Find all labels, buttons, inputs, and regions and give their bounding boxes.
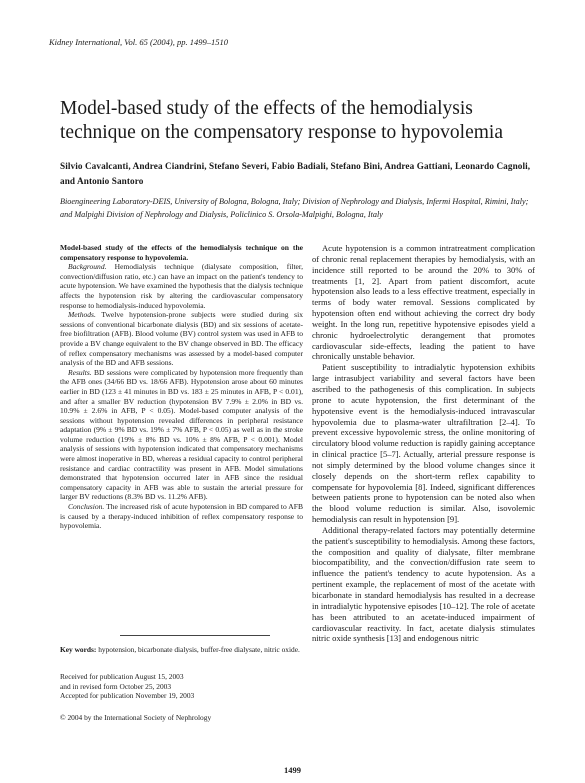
abstract-background (60, 262, 303, 310)
received-date: Received for publication August 15, 2003 (60, 672, 184, 681)
page-number: 1499 (284, 765, 301, 775)
methods-label: Methods. (68, 310, 96, 320)
revised-date: and in revised form October 25, 2003 (60, 681, 172, 691)
conclusion-text: The increased risk of acute hypotension in BD compared to AFB is caused by a therapy-induced inhibition of reflex compensatory response to hypovolemia. (60, 502, 303, 531)
abstract (60, 243, 303, 531)
keywords (60, 645, 303, 655)
journal-citation: Kidney International, Vol. 65 (2004), pp. 1499–1510 (49, 37, 228, 47)
body-paragraph-1: Acute hypotension is a common intratreatment complication of chronic renal replacement therapies by hemodialysis, with an incidence still reported to be around the 20% to 30% of treatments [1, 2]. Apart from patient discomfort, acute hypotension also leads to a less effective treatment, especially in terms of body water removal. Sessions complicated by hypotension often end without achieving the correct dry body weight. In the long run, repetitive hypotensive episodes yield a chronic hydroelectrolytic derangement that promotes cardiovascular side-effects, leading the patient to have chronically unstable behavior. (312, 243, 535, 362)
body-paragraph-3: Additional therapy-related factors may potentially determine the patient's susceptibility to hemodialysis. Among these factors, the composition and quality of dialysate, filter membrane biocompatibility, and the convection/diffusion rate seem to influence the patient's tendency to acute hypotension. As a pertinent example, the replacement of most of the acetate with bicarbonate in standard hemodialysis has resulted in a decrease in intradialytic hypotensive episodes [10–12]. The role of acetate has been attributed to an acetate-induced impairment of cardiovascular reactivity. In fact, acetate dialysis stimulates nitric oxide synthesis [13] and endogenous nitric (312, 524, 535, 644)
results-text: BD sessions were complicated by hypotension more frequently than the AFB ones (34/66 BD vs. 18/66 AFB). Hypotension arose about 60 minutes earlier in BD (123 ± 41 minutes in BD vs. 183 ± 25 minutes in AFB, P < 0.01), and after a smaller BV reduction (hypotension BV 7.9% ± 2.0% in BD vs. 10.9% ± 2.6% in AFB, P < 0.05). Model-based computer analysis of the sessions without hypotension revealed differences in peripheral resistance adaptation (9% ± 9% BD vs. 19% ± 7% AFB, P < 0.05) as well as in the stroke volume reduction (19% ± 8% BD vs. 10% ± 8% AFB, P < 0.001). Model analysis of sessions with hypotension indicated that compensatory mechanisms were almost inoperative in BD, whereas a residual capacity to control peripheral resistance and cardiac contractility was present in AFB. Model simulations demonstrated that hypotension occurred later in AFB since the residual compensatory capacity in AFB was able to sustain the arterial pressure for larger BV reductions (8.3% BD vs. 11.2% AFB). (60, 367, 303, 502)
article-title: Model-based study of the effects of the hemodialysis technique on the compensatory response to hypovolemia (60, 98, 503, 143)
abstract-conclusion (60, 502, 303, 531)
methods-text: Twelve hypotension-prone subjects were studied during six sessions of conventional bicarbonate dialysis (BD) and six sessions of acetate-free biofiltration (AFB). Blood volume (BV) control system was used in AFB to provide a BV change equivalent to the BV change observed in BD. The efficacy of reflex compensatory mechanisms was assessed by a model-based computer analysis of the BD and AFB sessions. (60, 310, 303, 368)
conclusion-label: Conclusion. (68, 502, 105, 512)
publication-dates (60, 672, 303, 701)
abstract-title: Model-based study of the effects of the hemodialysis technique on the compensatory response to hypovolemia. (60, 243, 303, 262)
results-label: Results. (68, 367, 92, 377)
background-label: Background. (68, 262, 107, 272)
body-text (312, 243, 535, 644)
keywords-label: Key words: (60, 645, 97, 654)
keywords-text: hypotension, bicarbonate dialysis, buffer-free dialysate, nitric oxide. (98, 645, 300, 654)
copyright-notice: © 2004 by the International Society of Nephrology (60, 713, 212, 722)
accepted-date: Accepted for publication November 19, 2003 (60, 691, 195, 700)
body-paragraph-2: Patient susceptibility to intradialytic hypotension exhibits large intrasubject variability and several factors have been ascribed to the pathogenesis of this complication. In subjects prone to acute hypotension, the first determinant of the hypotensive event is the hemodialysis-induced intravascular hypovolemia due to plasma-water ultrafiltration [2–4]. To prevent excessive hypovolemic stress, the online monitoring of circulatory blood volume reduction is rapidly gaining acceptance in clinical practice [5–7]. Actually, arterial pressure response is not simply determined by the blood volume changes since it closely depends on the short-term reflex capability to compensate for hypovolemia [8]. Indeed, significant differences between patients prone to hypotension can be noted also when the blood volume reduction is similar. Also, isovolemic hemodialysis can result in hypotension [9]. (312, 362, 535, 525)
affiliations: Bioengineering Laboratory-DEIS, University of Bologna, Bologna, Italy; Division of Nephrology and Dialysis, Infermi Hospital, Rimini, Italy; and Malpighi Division of Nephrology and Dialysis, Policlinico S. Orsola-Malpighi, Bologna, Italy (60, 197, 529, 219)
author-list: Silvio Cavalcanti, Andrea Ciandrini, Stefano Severi, Fabio Badiali, Stefano Bini, Andrea Gattiani, Leonardo Cagnoli, and Antonio Santoro (60, 161, 531, 186)
background-text: Hemodialysis technique (dialysate composition, filter, convection/diffusion ratio, etc.) can have an impact on the patient's tendency to acute hypotension. We have examined the hypothesis that the dialysis technique affects the hypotension risk by altering the cardiovascular compensatory response to hemodialysis-induced hypovolemia. (60, 262, 303, 310)
abstract-methods (60, 310, 303, 368)
abstract-results (60, 368, 303, 502)
footnote-divider (120, 635, 270, 636)
